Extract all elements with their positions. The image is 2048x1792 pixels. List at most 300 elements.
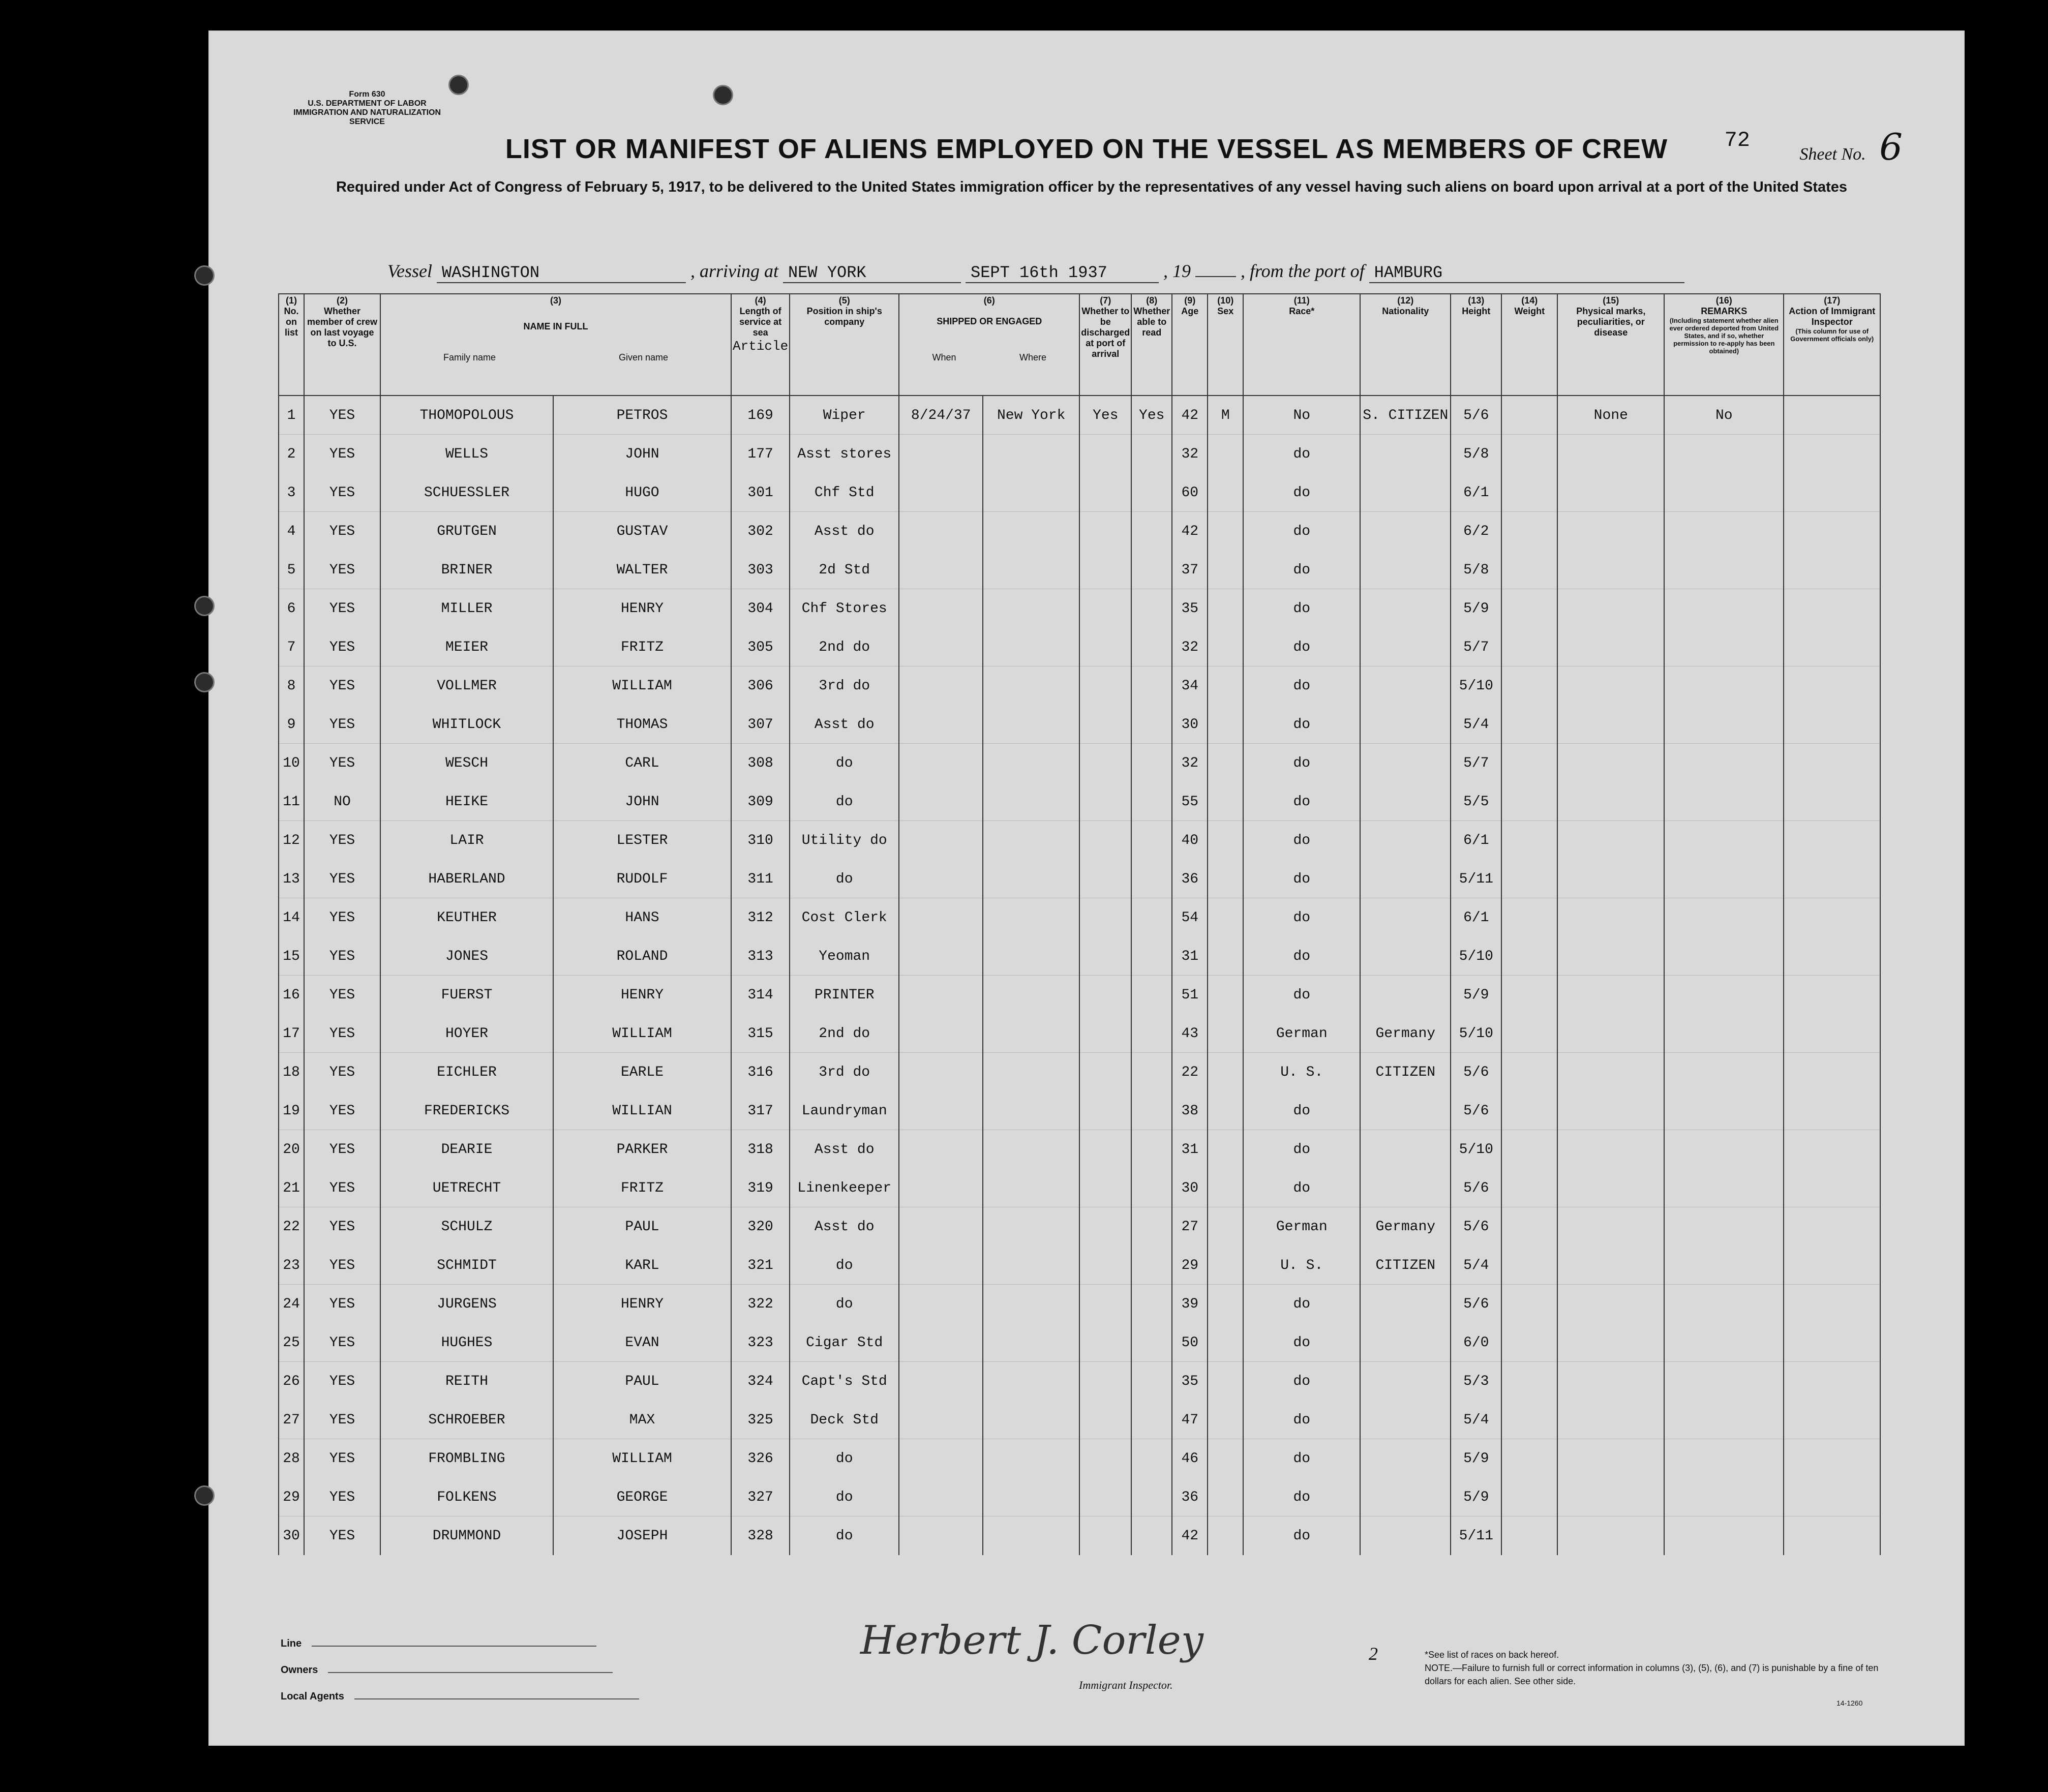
cell-marks: [1557, 1401, 1664, 1439]
cell-sex: [1208, 1516, 1243, 1555]
cell-last-voyage: YES: [304, 1516, 380, 1555]
footer-notes: [1425, 1648, 1898, 1688]
cell-given: PETROS: [553, 396, 731, 435]
cell-position: do: [790, 1285, 899, 1323]
cell-discharged: [1079, 898, 1131, 937]
cell-given: HUGO: [553, 473, 731, 512]
cell-when: [899, 1285, 983, 1323]
cell-given: HENRY: [553, 976, 731, 1014]
cell-discharged: [1079, 589, 1131, 628]
cell-age: 36: [1172, 1478, 1208, 1516]
cell-marks: [1557, 744, 1664, 782]
cell-read: [1131, 1169, 1172, 1207]
cell-height: 5/6: [1451, 1169, 1501, 1207]
cell-sex: [1208, 473, 1243, 512]
cell-service: 306: [731, 666, 790, 705]
cell-position: Asst do: [790, 1207, 899, 1246]
cell-remarks: [1664, 435, 1784, 473]
cell-action: [1784, 1014, 1880, 1053]
cell-given: PAUL: [553, 1362, 731, 1401]
cell-height: 5/7: [1451, 744, 1501, 782]
cell-remarks: [1664, 860, 1784, 898]
table-row: [279, 435, 1880, 473]
cell-when: [899, 744, 983, 782]
table-row: [279, 821, 1880, 860]
cell-action: [1784, 1516, 1880, 1555]
cell-height: 5/9: [1451, 1478, 1501, 1516]
cell-action: [1784, 937, 1880, 976]
cell-service: 314: [731, 976, 790, 1014]
arrival-date: SEPT 16th 1937: [966, 263, 1159, 283]
cell-marks: [1557, 435, 1664, 473]
cell-marks: [1557, 898, 1664, 937]
cell-position: 2nd do: [790, 1014, 899, 1053]
cell-read: [1131, 1130, 1172, 1169]
cell-race: do: [1243, 435, 1360, 473]
cell-nationality: [1360, 628, 1451, 666]
cell-height: 5/8: [1451, 551, 1501, 589]
cell-last-voyage: YES: [304, 937, 380, 976]
cell-discharged: [1079, 1130, 1131, 1169]
cell-where: [983, 551, 1079, 589]
cell-where: [983, 821, 1079, 860]
cell-marks: [1557, 1169, 1664, 1207]
cell-read: [1131, 1323, 1172, 1362]
cell-action: [1784, 1439, 1880, 1478]
cell-nationality: [1360, 744, 1451, 782]
cell-height: 5/4: [1451, 705, 1501, 744]
cell-last-voyage: YES: [304, 860, 380, 898]
cell-age: 32: [1172, 744, 1208, 782]
cell-height: 5/5: [1451, 782, 1501, 821]
cell-discharged: [1079, 551, 1131, 589]
cell-position: Laundryman: [790, 1091, 899, 1130]
col-discharged-header: (7) Whether to be discharged at port of arrival: [1079, 294, 1131, 396]
cell-marks: [1557, 512, 1664, 551]
cell-sex: [1208, 666, 1243, 705]
cell-age: 31: [1172, 1130, 1208, 1169]
cell-read: [1131, 705, 1172, 744]
year-blank: [1195, 276, 1236, 277]
cell-weight: [1501, 860, 1557, 898]
cell-where: [983, 1439, 1079, 1478]
cell-age: 39: [1172, 1285, 1208, 1323]
cell-position: Cigar Std: [790, 1323, 899, 1362]
cell-height: 5/3: [1451, 1362, 1501, 1401]
cell-race: German: [1243, 1014, 1360, 1053]
cell-family: VOLLMER: [380, 666, 553, 705]
cell-service: 307: [731, 705, 790, 744]
cell-sex: [1208, 551, 1243, 589]
cell-family: EICHLER: [380, 1053, 553, 1091]
cell-marks: None: [1557, 396, 1664, 435]
cell-where: [983, 744, 1079, 782]
cell-given: HENRY: [553, 1285, 731, 1323]
cell-where: [983, 1091, 1079, 1130]
cell-age: 36: [1172, 860, 1208, 898]
form-service: IMMIGRATION AND NATURALIZATION SERVICE: [293, 108, 441, 126]
cell-discharged: [1079, 628, 1131, 666]
cell-race: do: [1243, 1323, 1360, 1362]
cell-last-voyage: NO: [304, 782, 380, 821]
cell-height: 5/6: [1451, 396, 1501, 435]
cell-family: THOMOPOLOUS: [380, 396, 553, 435]
cell-no: 14: [279, 898, 304, 937]
cell-weight: [1501, 1169, 1557, 1207]
cell-when: [899, 1516, 983, 1555]
cell-given: GEORGE: [553, 1478, 731, 1516]
cell-when: [899, 666, 983, 705]
cell-action: [1784, 705, 1880, 744]
cell-nationality: [1360, 1091, 1451, 1130]
cell-age: 54: [1172, 898, 1208, 937]
cell-remarks: [1664, 1478, 1784, 1516]
cell-weight: [1501, 1053, 1557, 1091]
arriving-label: , arriving at: [690, 261, 778, 281]
cell-marks: [1557, 1285, 1664, 1323]
cell-age: 30: [1172, 705, 1208, 744]
cell-service: 169: [731, 396, 790, 435]
cell-action: [1784, 435, 1880, 473]
cell-read: [1131, 821, 1172, 860]
cell-remarks: [1664, 1014, 1784, 1053]
cell-age: 32: [1172, 435, 1208, 473]
cell-discharged: [1079, 1362, 1131, 1401]
owners-label: Owners: [281, 1664, 318, 1676]
cell-age: 34: [1172, 666, 1208, 705]
cell-remarks: No: [1664, 396, 1784, 435]
cell-action: [1784, 1130, 1880, 1169]
from-label: , from the port of: [1241, 261, 1365, 281]
cell-family: UETRECHT: [380, 1169, 553, 1207]
cell-marks: [1557, 1246, 1664, 1285]
cell-weight: [1501, 666, 1557, 705]
cell-where: New York: [983, 396, 1079, 435]
cell-position: Deck Std: [790, 1401, 899, 1439]
col-last-voyage-header: (2) Whether member of crew on last voyage to U.S.: [304, 294, 380, 396]
cell-weight: [1501, 1014, 1557, 1053]
table-row: [279, 1130, 1880, 1169]
cell-service: 302: [731, 512, 790, 551]
cell-action: [1784, 1362, 1880, 1401]
cell-nationality: [1360, 705, 1451, 744]
cell-race: do: [1243, 976, 1360, 1014]
cell-no: 16: [279, 976, 304, 1014]
cell-remarks: [1664, 1246, 1784, 1285]
cell-family: REITH: [380, 1362, 553, 1401]
cell-last-voyage: YES: [304, 1439, 380, 1478]
cell-race: do: [1243, 1130, 1360, 1169]
cell-marks: [1557, 705, 1664, 744]
cell-discharged: [1079, 512, 1131, 551]
cell-height: 5/4: [1451, 1401, 1501, 1439]
cell-read: [1131, 860, 1172, 898]
cell-when: [899, 937, 983, 976]
cell-remarks: [1664, 1285, 1784, 1323]
cell-given: FRITZ: [553, 1169, 731, 1207]
cell-race: do: [1243, 744, 1360, 782]
cell-where: [983, 860, 1079, 898]
cell-sex: [1208, 589, 1243, 628]
col-position-header: (5) Position in ship's company: [790, 294, 899, 396]
cell-race: do: [1243, 1169, 1360, 1207]
cell-read: Yes: [1131, 396, 1172, 435]
cell-height: 5/7: [1451, 628, 1501, 666]
cell-given: PARKER: [553, 1130, 731, 1169]
cell-last-voyage: YES: [304, 435, 380, 473]
punch-hole: [713, 85, 733, 105]
cell-last-voyage: YES: [304, 1014, 380, 1053]
cell-sex: [1208, 898, 1243, 937]
line-label: Line: [281, 1638, 302, 1649]
cell-sex: [1208, 1478, 1243, 1516]
cell-where: [983, 705, 1079, 744]
cell-family: WESCH: [380, 744, 553, 782]
cell-remarks: [1664, 1516, 1784, 1555]
cell-family: HOYER: [380, 1014, 553, 1053]
table-row: [279, 666, 1880, 705]
cell-position: do: [790, 1516, 899, 1555]
cell-family: BRINER: [380, 551, 553, 589]
cell-family: SCHROEBER: [380, 1401, 553, 1439]
cell-service: 308: [731, 744, 790, 782]
cell-no: 27: [279, 1401, 304, 1439]
cell-last-voyage: YES: [304, 666, 380, 705]
cell-height: 5/6: [1451, 1285, 1501, 1323]
cell-action: [1784, 782, 1880, 821]
cell-given: WILLIAM: [553, 666, 731, 705]
table-row: [279, 1285, 1880, 1323]
cell-position: do: [790, 744, 899, 782]
cell-position: 2nd do: [790, 628, 899, 666]
cell-marks: [1557, 976, 1664, 1014]
cell-remarks: [1664, 1169, 1784, 1207]
cell-remarks: [1664, 782, 1784, 821]
table-row: [279, 782, 1880, 821]
cell-action: [1784, 1053, 1880, 1091]
cell-read: [1131, 1516, 1172, 1555]
cell-nationality: [1360, 937, 1451, 976]
cell-position: Utility do: [790, 821, 899, 860]
cell-when: [899, 1401, 983, 1439]
cell-discharged: [1079, 782, 1131, 821]
cell-position: 2d Std: [790, 551, 899, 589]
cell-age: 51: [1172, 976, 1208, 1014]
cell-given: EVAN: [553, 1323, 731, 1362]
cell-race: do: [1243, 512, 1360, 551]
cell-family: FOLKENS: [380, 1478, 553, 1516]
cell-last-voyage: YES: [304, 1285, 380, 1323]
cell-no: 22: [279, 1207, 304, 1246]
cell-height: 6/1: [1451, 821, 1501, 860]
cell-weight: [1501, 821, 1557, 860]
cell-action: [1784, 1478, 1880, 1516]
cell-discharged: [1079, 1285, 1131, 1323]
cell-no: 1: [279, 396, 304, 435]
cell-race: German: [1243, 1207, 1360, 1246]
cell-nationality: CITIZEN: [1360, 1246, 1451, 1285]
table-row: [279, 976, 1880, 1014]
cell-height: 5/11: [1451, 860, 1501, 898]
cell-weight: [1501, 1130, 1557, 1169]
cell-read: [1131, 1362, 1172, 1401]
cell-sex: [1208, 1285, 1243, 1323]
cell-family: SCHULZ: [380, 1207, 553, 1246]
cell-age: 43: [1172, 1014, 1208, 1053]
cell-read: [1131, 744, 1172, 782]
cell-no: 13: [279, 860, 304, 898]
col-shipped-header: (6) SHIPPED OR ENGAGED When Where: [899, 294, 1079, 396]
cell-position: 3rd do: [790, 666, 899, 705]
table-row: [279, 589, 1880, 628]
cell-when: [899, 1130, 983, 1169]
cell-action: [1784, 1091, 1880, 1130]
cell-age: 29: [1172, 1246, 1208, 1285]
cell-family: HABERLAND: [380, 860, 553, 898]
cell-age: 27: [1172, 1207, 1208, 1246]
line-field: [312, 1635, 596, 1647]
cell-race: do: [1243, 1362, 1360, 1401]
cell-given: FRITZ: [553, 628, 731, 666]
cell-sex: [1208, 1130, 1243, 1169]
cell-no: 8: [279, 666, 304, 705]
inspector-signature: Herbert J. Corley: [860, 1618, 1203, 1663]
cell-given: EARLE: [553, 1053, 731, 1091]
cell-height: 5/4: [1451, 1246, 1501, 1285]
cell-no: 28: [279, 1439, 304, 1478]
cell-nationality: [1360, 1285, 1451, 1323]
cell-remarks: [1664, 821, 1784, 860]
cell-no: 29: [279, 1478, 304, 1516]
cell-marks: [1557, 1207, 1664, 1246]
cell-no: 24: [279, 1285, 304, 1323]
col-height-header: (13) Height: [1451, 294, 1501, 396]
cell-nationality: [1360, 551, 1451, 589]
cell-action: [1784, 396, 1880, 435]
cell-nationality: CITIZEN: [1360, 1053, 1451, 1091]
cell-age: 55: [1172, 782, 1208, 821]
fine-note: NOTE.—Failure to furnish full or correct information in columns (3), (5), (6), and (7) is punishable by a fine of ten dollars for each alien. See other side.: [1425, 1663, 1879, 1686]
given-name-header: Given name: [618, 352, 669, 362]
cell-nationality: [1360, 1323, 1451, 1362]
cell-given: PAUL: [553, 1207, 731, 1246]
cell-family: FUERST: [380, 976, 553, 1014]
cell-read: [1131, 1207, 1172, 1246]
cell-no: 20: [279, 1130, 304, 1169]
cell-given: RUDOLF: [553, 860, 731, 898]
cell-sex: M: [1208, 396, 1243, 435]
cell-weight: [1501, 976, 1557, 1014]
cell-where: [983, 898, 1079, 937]
cell-where: [983, 1401, 1079, 1439]
cell-weight: [1501, 1439, 1557, 1478]
cell-remarks: [1664, 512, 1784, 551]
cell-where: [983, 1169, 1079, 1207]
cell-service: 313: [731, 937, 790, 976]
cell-read: [1131, 589, 1172, 628]
cell-age: 38: [1172, 1091, 1208, 1130]
cell-action: [1784, 512, 1880, 551]
cell-read: [1131, 1053, 1172, 1091]
cell-age: 30: [1172, 1169, 1208, 1207]
cell-age: 42: [1172, 1516, 1208, 1555]
punch-hole: [194, 265, 215, 286]
cell-family: SCHUESSLER: [380, 473, 553, 512]
cell-given: JOHN: [553, 435, 731, 473]
cell-no: 7: [279, 628, 304, 666]
cell-service: 319: [731, 1169, 790, 1207]
form-department: U.S. DEPARTMENT OF LABOR: [308, 99, 427, 108]
cell-weight: [1501, 1478, 1557, 1516]
cell-action: [1784, 666, 1880, 705]
agents-label: Local Agents: [281, 1691, 344, 1702]
cell-sex: [1208, 1362, 1243, 1401]
cell-sex: [1208, 1169, 1243, 1207]
table-row: [279, 1478, 1880, 1516]
cell-weight: [1501, 1246, 1557, 1285]
cell-given: WILLIAN: [553, 1091, 731, 1130]
cell-read: [1131, 551, 1172, 589]
cell-no: 10: [279, 744, 304, 782]
cell-height: 5/10: [1451, 1130, 1501, 1169]
col-nationality-header: (12) Nationality: [1360, 294, 1451, 396]
cell-weight: [1501, 589, 1557, 628]
cell-given: HENRY: [553, 589, 731, 628]
cell-race: U. S.: [1243, 1053, 1360, 1091]
cell-nationality: [1360, 1516, 1451, 1555]
cell-when: [899, 1439, 983, 1478]
cell-weight: [1501, 1362, 1557, 1401]
cell-no: 6: [279, 589, 304, 628]
cell-family: FREDERICKS: [380, 1091, 553, 1130]
punch-hole: [194, 672, 215, 692]
agents-field: [354, 1688, 639, 1699]
cell-remarks: [1664, 473, 1784, 512]
cell-service: 327: [731, 1478, 790, 1516]
year-label: , 19: [1163, 261, 1191, 281]
cell-sex: [1208, 1246, 1243, 1285]
table-row: [279, 1439, 1880, 1478]
cell-nationality: [1360, 666, 1451, 705]
cell-weight: [1501, 705, 1557, 744]
cell-service: 309: [731, 782, 790, 821]
cell-family: DEARIE: [380, 1130, 553, 1169]
cell-sex: [1208, 1014, 1243, 1053]
cell-sex: [1208, 937, 1243, 976]
cell-where: [983, 628, 1079, 666]
cell-position: do: [790, 1478, 899, 1516]
cell-nationality: [1360, 898, 1451, 937]
cell-service: 305: [731, 628, 790, 666]
footer-fields: [281, 1630, 639, 1710]
cell-read: [1131, 1478, 1172, 1516]
cell-no: 3: [279, 473, 304, 512]
page-title: LIST OR MANIFEST OF ALIENS EMPLOYED ON THE VESSEL AS MEMBERS OF CREW: [505, 134, 1668, 164]
cell-service: 328: [731, 1516, 790, 1555]
cell-read: [1131, 473, 1172, 512]
cell-no: 2: [279, 435, 304, 473]
cell-discharged: [1079, 1014, 1131, 1053]
cell-race: do: [1243, 551, 1360, 589]
cell-marks: [1557, 628, 1664, 666]
cell-marks: [1557, 1091, 1664, 1130]
cell-remarks: [1664, 898, 1784, 937]
cell-position: Asst do: [790, 705, 899, 744]
cell-weight: [1501, 473, 1557, 512]
cell-where: [983, 1516, 1079, 1555]
cell-where: [983, 1207, 1079, 1246]
cell-service: 320: [731, 1207, 790, 1246]
